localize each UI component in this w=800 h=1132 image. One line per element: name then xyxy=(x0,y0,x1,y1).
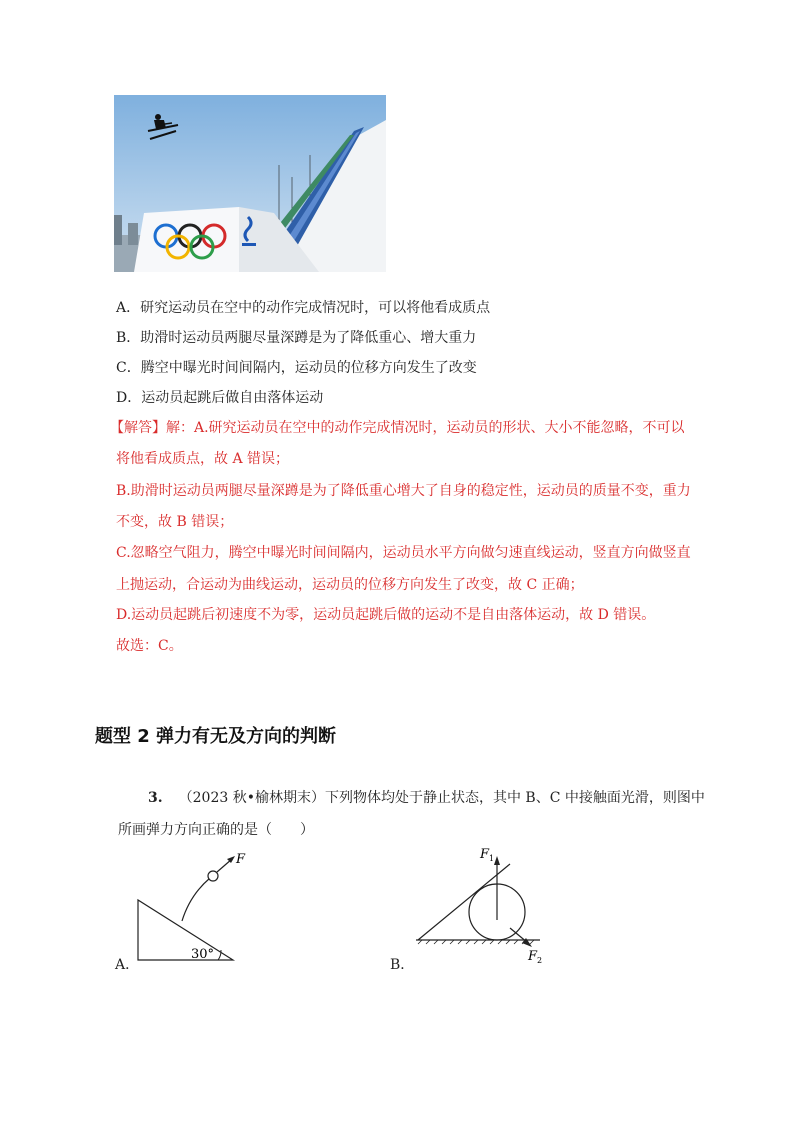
question-line-1 xyxy=(148,788,705,808)
figure-a-incline-ball xyxy=(120,845,250,975)
answer-line-4: 不变，故 B 错误； xyxy=(116,514,234,530)
ball xyxy=(208,871,218,881)
question-number: 3. xyxy=(148,790,163,806)
figure-b-label: B． xyxy=(390,957,415,973)
question-text: （2023 秋•榆林期末）下列物体均处于静止状态，其中 B、C 中接触面光滑，则图中 xyxy=(178,790,705,806)
answer-line-8: 故选：C。 xyxy=(116,638,183,654)
ski-jump-illustration xyxy=(114,95,386,272)
answer-line-1 xyxy=(110,418,685,438)
answer-text-1: 解：A.研究运动员在空中的动作完成情况时，运动员的形状、大小不能忽略，不可以 xyxy=(166,420,685,436)
f1-label: F xyxy=(480,847,490,862)
f1-arrowhead xyxy=(494,856,500,865)
force-label-f: F xyxy=(236,852,246,867)
answer-line-6: 上抛运动，合运动为曲线运动，运动员的位移方向发生了改变，故 C 正确； xyxy=(116,577,584,593)
ball-rod xyxy=(182,878,210,921)
answer-line-3: B.助滑时运动员两腿尽量深蹲是为了降低重心增大了自身的稳定性，运动员的质量不变，重力 xyxy=(116,483,691,499)
incline-triangle xyxy=(138,900,233,960)
answer-line-2: 将他看成质点，故 A 错误； xyxy=(116,451,290,467)
option-a: A．研究运动员在空中的动作完成情况时，可以将他看成质点 xyxy=(116,300,491,316)
figure-b-incline-cylinder xyxy=(410,840,560,970)
f2-label: F xyxy=(528,949,538,964)
incline-line xyxy=(418,864,510,940)
section-heading: 题型 2 弹力有无及方向的判断 xyxy=(95,726,337,747)
f2-subscript: 2 xyxy=(537,956,543,965)
answer-line-5: C.忽略空气阻力，腾空中曝光时间间隔内，运动员水平方向做匀速直线运动，竖直方向做竖直 xyxy=(116,545,691,561)
option-b: B．助滑时运动员两腿尽量深蹲是为了降低重心、增大重力 xyxy=(116,330,477,346)
option-d: D．运动员起跳后做自由落体运动 xyxy=(116,390,324,406)
question-line-2: 所画弹力方向正确的是（ ） xyxy=(118,822,314,838)
figure-a-label: A． xyxy=(115,957,140,973)
option-c: C．腾空中曝光时间间隔内，运动员的位移方向发生了改变 xyxy=(116,360,477,376)
f1-subscript: 1 xyxy=(489,854,495,863)
ski-jump-photo xyxy=(114,95,386,272)
angle-label: 30° xyxy=(191,947,215,962)
answer-tag: 【解答】 xyxy=(110,420,166,436)
answer-line-7: D.运动员起跳后初速度不为零，运动员起跳后做的运动不是自由落体运动，故 D 错误。 xyxy=(116,607,656,623)
